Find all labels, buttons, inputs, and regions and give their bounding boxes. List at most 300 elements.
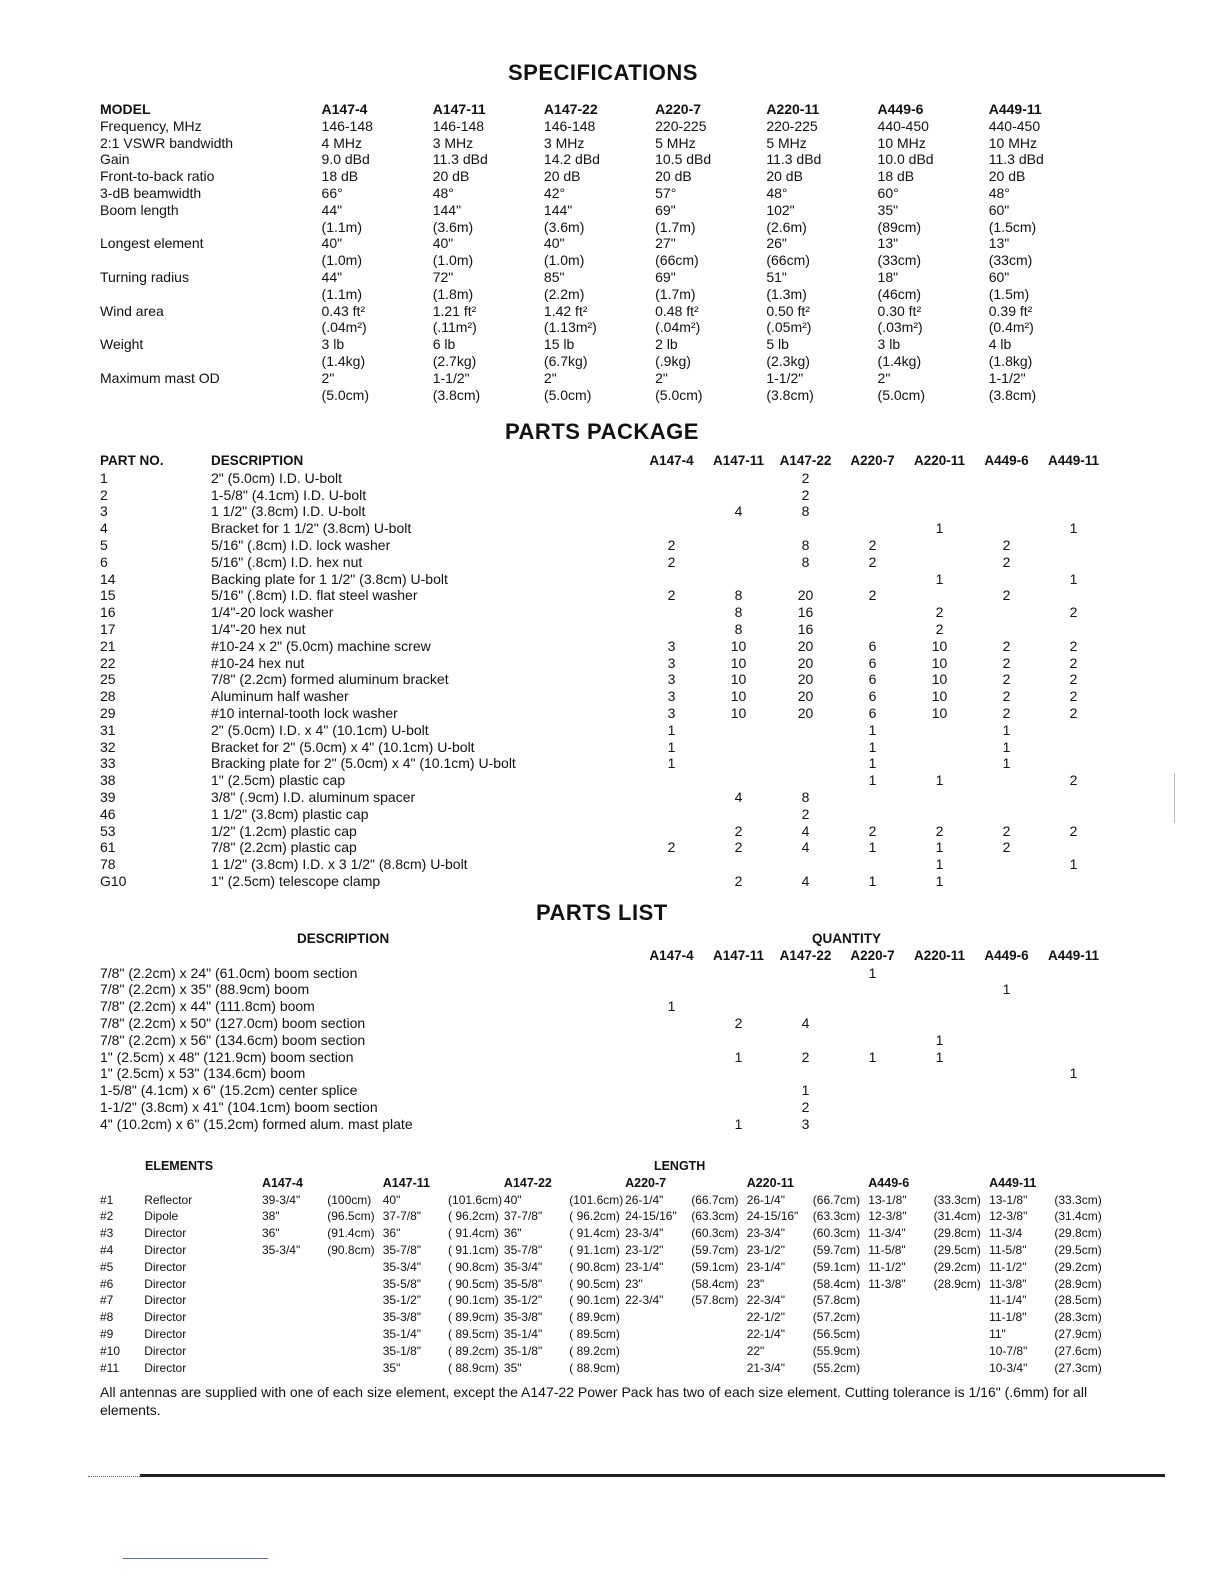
spec-row bbox=[100, 219, 1100, 236]
parts-list-quantity bbox=[906, 1065, 973, 1082]
part-quantity: 1 bbox=[1002, 721, 1011, 738]
element-length-cm: (96.5cm) bbox=[327, 1209, 375, 1224]
spec-model-name: A220-7 bbox=[655, 101, 702, 117]
spec-value: 3 MHz bbox=[432, 134, 474, 151]
spec-model-name: A147-4 bbox=[321, 101, 368, 117]
parts-list-description: 7/8" (2.2cm) x 44" (111.8cm) boom bbox=[100, 998, 315, 1015]
part-quantity: 3 bbox=[667, 704, 676, 721]
parts-list-quantity bbox=[906, 1099, 973, 1116]
parts-list-quantity: 1 bbox=[868, 1048, 877, 1065]
part-quantity: 10 bbox=[730, 637, 747, 654]
spec-value: 5 lb bbox=[766, 336, 789, 353]
part-quantity bbox=[705, 739, 772, 756]
spec-value: (.9kg) bbox=[655, 352, 691, 369]
parts-list-quantity bbox=[772, 981, 839, 998]
part-quantity bbox=[638, 470, 705, 487]
spec-row bbox=[100, 319, 1100, 336]
element-row bbox=[100, 1309, 1110, 1326]
spec-value: 4 MHz bbox=[321, 134, 362, 151]
element-length-in: 35-1/4" bbox=[382, 1326, 422, 1341]
parts-package-row bbox=[100, 503, 1107, 520]
part-description: 1-5/8" (4.1cm) I.D. U-bolt bbox=[211, 486, 367, 503]
parts-list-quantity bbox=[906, 1082, 973, 1099]
parts-list-title: PARTS LIST bbox=[536, 900, 668, 925]
part-quantity bbox=[906, 554, 973, 571]
spec-label: Wind area bbox=[100, 302, 164, 319]
spec-row bbox=[100, 168, 1100, 185]
part-number: 61 bbox=[100, 839, 116, 856]
part-quantity: 2 bbox=[1069, 671, 1078, 688]
spec-label bbox=[100, 387, 322, 404]
element-length-cm: ( 91.1cm) bbox=[448, 1242, 499, 1257]
element-length-in: 35-3/8" bbox=[382, 1310, 422, 1325]
part-quantity: 2 bbox=[1002, 822, 1011, 839]
part-description: #10 internal-tooth lock washer bbox=[211, 704, 398, 721]
element-length-cm: (58.4cm) bbox=[691, 1276, 739, 1291]
part-quantity: 1 bbox=[667, 755, 676, 772]
parts-list-quantity: 1 bbox=[801, 1082, 810, 1099]
element-length-in: 22-1/4" bbox=[746, 1326, 785, 1341]
element-length-cm bbox=[691, 1326, 746, 1343]
part-quantity: 1 bbox=[935, 520, 944, 537]
spec-value: (1.8m) bbox=[432, 285, 474, 302]
part-quantity: 1 bbox=[868, 721, 877, 738]
element-length-in bbox=[868, 1360, 933, 1377]
element-length-cm: (55.9cm) bbox=[812, 1343, 861, 1358]
parts-list-description: 1-1/2" (3.8cm) x 41" (104.1cm) boom section bbox=[100, 1098, 378, 1115]
part-quantity: 4 bbox=[801, 822, 810, 839]
element-length-cm: ( 90.1cm) bbox=[448, 1293, 499, 1308]
spec-label: Gain bbox=[100, 151, 130, 168]
element-length-cm: ( 89.2cm) bbox=[569, 1343, 620, 1358]
part-quantity bbox=[906, 789, 973, 806]
element-length-in: 23-1/2" bbox=[746, 1242, 785, 1257]
part-quantity bbox=[638, 604, 705, 621]
parts-list-quantity bbox=[839, 981, 906, 998]
part-quantity bbox=[1040, 503, 1107, 520]
element-length-in bbox=[625, 1360, 691, 1377]
parts-list-quantity bbox=[839, 998, 906, 1015]
element-length-in: 10-3/4" bbox=[989, 1360, 1028, 1375]
part-quantity: 2 bbox=[1069, 772, 1078, 789]
parts-list-quantity bbox=[705, 1099, 772, 1116]
element-length-cm: (60.3cm) bbox=[812, 1226, 861, 1241]
part-description: 5/16" (.8cm) I.D. lock washer bbox=[211, 536, 391, 553]
part-quantity: 20 bbox=[797, 704, 814, 721]
element-length-in: 11-5/8" bbox=[868, 1242, 906, 1257]
part-quantity: 2 bbox=[1002, 536, 1011, 553]
footnote: All antennas are supplied with one of each size element, except the A147-22 Power Pack has two of each size element. Cutting tolerance is 1/16" (.6mm) for all elements. bbox=[100, 1384, 1088, 1418]
part-quantity: 2 bbox=[734, 872, 743, 889]
part-quantity: 4 bbox=[801, 839, 810, 856]
part-description: 1" (2.5cm) telescope clamp bbox=[211, 872, 381, 889]
spec-value: 220-225 bbox=[766, 117, 818, 134]
element-length-cm bbox=[691, 1360, 746, 1377]
parts-package-row bbox=[100, 856, 1107, 873]
parts-list-quantity: 1 bbox=[935, 1048, 944, 1065]
spec-value: 14.2 dBd bbox=[543, 151, 600, 168]
element-length-cm bbox=[327, 1309, 382, 1326]
element-length-cm: ( 89.9cm) bbox=[569, 1310, 620, 1325]
element-length-in: 11-3/8" bbox=[989, 1276, 1027, 1291]
part-description: 1 1/2" (3.8cm) I.D. x 3 1/2" (8.8cm) U-bolt bbox=[211, 856, 468, 873]
spec-value: (1.5cm) bbox=[988, 218, 1037, 235]
spec-value: 440-450 bbox=[877, 117, 929, 134]
part-quantity bbox=[839, 806, 906, 823]
element-number: #3 bbox=[100, 1226, 114, 1241]
element-row bbox=[100, 1208, 1110, 1225]
element-type: Director bbox=[144, 1293, 187, 1308]
parts-list-description: 7/8" (2.2cm) x 35" (88.9cm) boom bbox=[100, 981, 310, 998]
part-quantity bbox=[973, 503, 1040, 520]
part-quantity bbox=[705, 755, 772, 772]
part-number: 32 bbox=[100, 738, 116, 755]
part-quantity bbox=[772, 856, 839, 873]
parts-list-row bbox=[100, 1049, 1107, 1066]
elements-model-name: A449-11 bbox=[989, 1175, 1037, 1190]
part-quantity: 10 bbox=[931, 671, 948, 688]
part-number: 16 bbox=[100, 604, 116, 621]
spec-row bbox=[100, 269, 1100, 286]
element-length-in bbox=[868, 1326, 933, 1343]
spec-label bbox=[100, 252, 322, 269]
element-length-in: 35-5/8" bbox=[382, 1276, 422, 1291]
part-quantity bbox=[839, 604, 906, 621]
part-quantity bbox=[1040, 537, 1107, 554]
spec-value: 2" bbox=[877, 369, 891, 386]
element-type: Dipole bbox=[144, 1209, 179, 1224]
parts-package-table bbox=[100, 453, 1110, 890]
element-length-in: 22-3/4" bbox=[625, 1293, 664, 1308]
spec-value: 26" bbox=[766, 235, 787, 252]
part-quantity: 1 bbox=[868, 755, 877, 772]
spec-value: 42° bbox=[543, 184, 566, 201]
spec-value: 1.42 ft² bbox=[543, 302, 588, 319]
element-type: Director bbox=[144, 1326, 187, 1341]
spec-value: 5 MHz bbox=[766, 134, 807, 151]
element-length-cm: (29.2cm) bbox=[933, 1259, 981, 1274]
part-quantity bbox=[638, 856, 705, 873]
part-description: 7/8" (2.2cm) formed aluminum bracket bbox=[211, 671, 449, 688]
parts-list-quantity bbox=[839, 1065, 906, 1082]
element-length-cm bbox=[327, 1343, 382, 1360]
parts-package-column-header: A147-11 bbox=[712, 453, 765, 468]
spec-value: (5.0cm) bbox=[543, 386, 592, 403]
parts-list-quantity bbox=[638, 1049, 705, 1066]
element-length-in: 26-1/4" bbox=[746, 1192, 785, 1207]
part-quantity: 8 bbox=[734, 587, 743, 604]
part-quantity bbox=[705, 806, 772, 823]
spec-value: 3 MHz bbox=[543, 134, 585, 151]
element-length-cm bbox=[934, 1326, 989, 1343]
element-number: #10 bbox=[100, 1343, 121, 1358]
element-length-cm: (29.5cm) bbox=[1054, 1242, 1102, 1257]
spec-value: 3 lb bbox=[321, 336, 345, 353]
spec-value: 2 lb bbox=[655, 336, 678, 353]
element-length-cm: ( 88.9cm) bbox=[569, 1360, 620, 1375]
spec-value: (1.1m) bbox=[321, 218, 362, 235]
element-length-in: 35" bbox=[382, 1360, 401, 1375]
part-quantity: 2 bbox=[667, 587, 676, 604]
part-quantity: 2 bbox=[734, 822, 743, 839]
part-quantity bbox=[638, 520, 705, 537]
parts-package-row bbox=[100, 839, 1107, 856]
faint-rule bbox=[88, 1476, 148, 1478]
part-quantity bbox=[839, 789, 906, 806]
spec-row bbox=[100, 202, 1100, 219]
part-quantity: 2 bbox=[667, 553, 676, 570]
element-length-cm bbox=[327, 1326, 382, 1343]
spec-value: 13" bbox=[877, 235, 899, 252]
elements-title-row bbox=[100, 1158, 1110, 1175]
element-length-in: 22" bbox=[746, 1343, 765, 1358]
element-length-in: 24-15/16" bbox=[746, 1209, 799, 1224]
spec-value: 10.5 dBd bbox=[655, 151, 712, 168]
part-quantity bbox=[973, 571, 1040, 588]
part-number: 6 bbox=[100, 553, 108, 570]
element-type: Director bbox=[144, 1343, 187, 1358]
element-length-in: 11-3/4" bbox=[868, 1226, 906, 1241]
part-quantity: 10 bbox=[931, 637, 948, 654]
spec-value: 0.30 ft² bbox=[877, 302, 922, 319]
parts-list-quantity bbox=[772, 965, 839, 982]
part-quantity bbox=[973, 873, 1040, 890]
parts-list-row bbox=[100, 998, 1107, 1015]
parts-package-row bbox=[100, 655, 1107, 672]
part-number: 33 bbox=[100, 755, 116, 772]
part-quantity bbox=[638, 806, 705, 823]
spec-value: 9.0 dBd bbox=[321, 151, 370, 168]
spec-value: 40" bbox=[543, 235, 565, 252]
part-number: 28 bbox=[100, 688, 116, 705]
element-length-in bbox=[868, 1292, 933, 1309]
element-length-cm: (31.4cm) bbox=[933, 1209, 981, 1224]
part-quantity: 1 bbox=[868, 772, 877, 789]
element-length-cm: ( 90.5cm) bbox=[448, 1276, 499, 1291]
spec-header-row bbox=[100, 101, 1100, 118]
part-quantity bbox=[839, 856, 906, 873]
element-length-cm: (58.4cm) bbox=[812, 1276, 861, 1291]
part-quantity: 16 bbox=[797, 620, 814, 637]
part-quantity bbox=[973, 772, 1040, 789]
part-quantity: 20 bbox=[797, 654, 814, 671]
element-number: #2 bbox=[100, 1209, 114, 1224]
spec-value: 144" bbox=[543, 201, 573, 218]
parts-list-quantity bbox=[638, 981, 705, 998]
part-number: 31 bbox=[100, 721, 116, 738]
part-quantity bbox=[705, 772, 772, 789]
parts-list-quantity bbox=[772, 1065, 839, 1082]
element-length-cm: (59.1cm) bbox=[812, 1259, 861, 1274]
part-number: 3 bbox=[100, 503, 108, 520]
element-length-in bbox=[262, 1276, 327, 1293]
part-quantity: 2 bbox=[868, 536, 877, 553]
spec-value: (3.8cm) bbox=[766, 386, 814, 403]
element-length-cm: (101.6cm) bbox=[448, 1192, 503, 1207]
parts-list-quantity bbox=[705, 1065, 772, 1082]
element-length-in: 11-3/8" bbox=[868, 1276, 906, 1291]
parts-list-quantity bbox=[839, 1082, 906, 1099]
spec-value: 1-1/2" bbox=[432, 369, 470, 386]
parts-list-row bbox=[100, 1099, 1107, 1116]
part-quantity: 16 bbox=[797, 604, 814, 621]
parts-list-quantity: 3 bbox=[801, 1115, 810, 1132]
parts-list-quantity bbox=[973, 1049, 1040, 1066]
element-length-in: 26-1/4" bbox=[625, 1192, 664, 1207]
part-quantity: 4 bbox=[801, 872, 810, 889]
part-quantity: 3 bbox=[667, 688, 676, 705]
part-number: 21 bbox=[100, 637, 116, 654]
part-quantity: 1 bbox=[935, 856, 944, 873]
parts-list-table bbox=[100, 931, 1110, 1133]
spec-value: 60" bbox=[988, 268, 1010, 285]
element-length-cm: (28.9cm) bbox=[1054, 1276, 1102, 1291]
element-length-cm: ( 90.5cm) bbox=[569, 1276, 620, 1291]
parts-package-row bbox=[100, 671, 1107, 688]
parts-list-model-name: A449-6 bbox=[984, 947, 1029, 963]
element-length-in: 35-7/8" bbox=[382, 1242, 422, 1257]
parts-package-row bbox=[100, 772, 1107, 789]
element-length-cm bbox=[934, 1292, 989, 1309]
spec-value: (.04m²) bbox=[655, 319, 701, 336]
spec-value: 11.3 dBd bbox=[988, 151, 1044, 168]
element-length-cm: ( 91.4cm) bbox=[569, 1226, 620, 1241]
spec-value: (1.1m) bbox=[321, 285, 362, 302]
parts-list-quantity bbox=[973, 1116, 1040, 1133]
part-quantity: 2 bbox=[801, 805, 810, 822]
element-length-in: 35-3/8" bbox=[503, 1310, 543, 1325]
spec-value: 0.48 ft² bbox=[655, 302, 699, 319]
part-quantity bbox=[1040, 806, 1107, 823]
spec-value: 15 lb bbox=[543, 336, 575, 353]
part-quantity: 2 bbox=[868, 553, 877, 570]
element-length-cm: ( 89.5cm) bbox=[448, 1326, 499, 1341]
element-length-cm bbox=[934, 1343, 989, 1360]
element-row bbox=[100, 1343, 1110, 1360]
parts-list-quantity bbox=[638, 1065, 705, 1082]
part-quantity bbox=[906, 537, 973, 554]
element-length-in: 35-5/8" bbox=[503, 1276, 543, 1291]
parts-list-quantity bbox=[705, 965, 772, 982]
element-length-cm: (63.3cm) bbox=[812, 1209, 861, 1224]
spec-value: 66° bbox=[321, 184, 343, 201]
spec-value: 85" bbox=[543, 268, 565, 285]
element-type: Director bbox=[144, 1276, 187, 1291]
parts-list-model-name: A449-11 bbox=[1047, 947, 1100, 963]
part-description: Aluminum half washer bbox=[211, 688, 349, 705]
part-quantity bbox=[906, 487, 973, 504]
parts-list-quantity bbox=[973, 965, 1040, 982]
part-quantity bbox=[906, 722, 973, 739]
elements-model-name: A220-7 bbox=[625, 1175, 667, 1190]
part-quantity: 2 bbox=[935, 620, 944, 637]
element-type: Director bbox=[144, 1310, 187, 1325]
part-quantity: 8 bbox=[734, 604, 743, 621]
spec-label bbox=[100, 353, 322, 370]
parts-list-quantity bbox=[1040, 1049, 1107, 1066]
part-number: 5 bbox=[100, 536, 108, 553]
spec-value: 1-1/2" bbox=[988, 369, 1026, 386]
spec-label: Front-to-back ratio bbox=[100, 168, 215, 185]
parts-package-header-row bbox=[100, 453, 1107, 470]
part-quantity: 10 bbox=[730, 671, 747, 688]
element-length-cm: ( 90.8cm) bbox=[448, 1259, 499, 1274]
spec-value: 0.39 ft² bbox=[988, 302, 1033, 319]
element-length-in bbox=[262, 1309, 327, 1326]
element-length-cm: (66.7cm) bbox=[691, 1192, 739, 1207]
element-length-in: 22-1/2" bbox=[746, 1310, 785, 1325]
part-quantity bbox=[906, 587, 973, 604]
part-quantity bbox=[839, 621, 906, 638]
element-length-cm: ( 89.5cm) bbox=[569, 1326, 620, 1341]
element-length-in bbox=[625, 1343, 691, 1360]
element-length-in: 11-3/4 bbox=[989, 1226, 1023, 1241]
part-quantity: 2 bbox=[1069, 637, 1078, 654]
spec-value: (33cm) bbox=[988, 252, 1033, 269]
part-quantity: 10 bbox=[931, 688, 948, 705]
part-quantity bbox=[1040, 739, 1107, 756]
parts-package-column-header: A220-11 bbox=[913, 453, 966, 468]
spec-value: 57° bbox=[655, 184, 677, 201]
part-quantity bbox=[705, 856, 772, 873]
parts-list-row bbox=[100, 1032, 1107, 1049]
element-length-cm: (55.2cm) bbox=[812, 1360, 861, 1375]
spec-value: 5 MHz bbox=[655, 134, 696, 151]
element-length-in: 35-3/4" bbox=[261, 1242, 301, 1257]
part-description: Bracket for 1 1/2" (3.8cm) U-bolt bbox=[211, 520, 412, 537]
parts-list-description: 7/8" (2.2cm) x 50" (127.0cm) boom section bbox=[100, 1014, 366, 1031]
parts-list-quantity bbox=[638, 1015, 705, 1032]
part-quantity bbox=[1040, 470, 1107, 487]
parts-list-model-name: A147-22 bbox=[779, 947, 832, 963]
element-length-in: 35-1/2" bbox=[382, 1293, 422, 1308]
parts-package-row bbox=[100, 688, 1107, 705]
part-quantity bbox=[973, 621, 1040, 638]
parts-list-quantity bbox=[973, 1015, 1040, 1032]
spec-value: 35" bbox=[877, 201, 899, 218]
parts-package-title: PARTS PACKAGE bbox=[505, 419, 699, 444]
spec-value: 69" bbox=[655, 268, 676, 285]
element-length-in: 36" bbox=[503, 1226, 522, 1241]
spec-value: 220-225 bbox=[655, 117, 707, 134]
element-length-in: 10-7/8" bbox=[989, 1343, 1028, 1358]
element-row bbox=[100, 1360, 1110, 1377]
part-quantity: 2 bbox=[1069, 704, 1078, 721]
element-length-cm: (56.5cm) bbox=[812, 1326, 861, 1341]
element-length-in bbox=[262, 1292, 327, 1309]
parts-list-quantity: 1 bbox=[1002, 981, 1011, 998]
element-length-in: 22-3/4" bbox=[746, 1293, 785, 1308]
spec-value: (1.0m) bbox=[432, 252, 474, 269]
spec-value: 48° bbox=[988, 184, 1010, 201]
spec-label: Maximum mast OD bbox=[100, 369, 220, 386]
part-description: 2" (5.0cm) I.D. U-bolt bbox=[211, 469, 342, 486]
parts-list-quantity bbox=[906, 998, 973, 1015]
spec-value: 4 lb bbox=[988, 336, 1012, 353]
spec-value: (2.2m) bbox=[543, 285, 585, 302]
element-length-cm: ( 89.2cm) bbox=[448, 1343, 499, 1358]
part-quantity: 6 bbox=[868, 671, 877, 688]
parts-list-model-name: A147-11 bbox=[712, 947, 765, 963]
parts-package-row bbox=[100, 739, 1107, 756]
spec-model-name: A147-22 bbox=[543, 101, 598, 117]
part-quantity: 20 bbox=[797, 671, 814, 688]
part-quantity bbox=[973, 487, 1040, 504]
spec-value: 11.3 dBd bbox=[432, 151, 488, 168]
part-description: #10-24 x 2" (5.0cm) machine screw bbox=[211, 637, 431, 654]
spec-value: (1.7m) bbox=[655, 285, 696, 302]
spec-value: 20 dB bbox=[988, 168, 1026, 185]
